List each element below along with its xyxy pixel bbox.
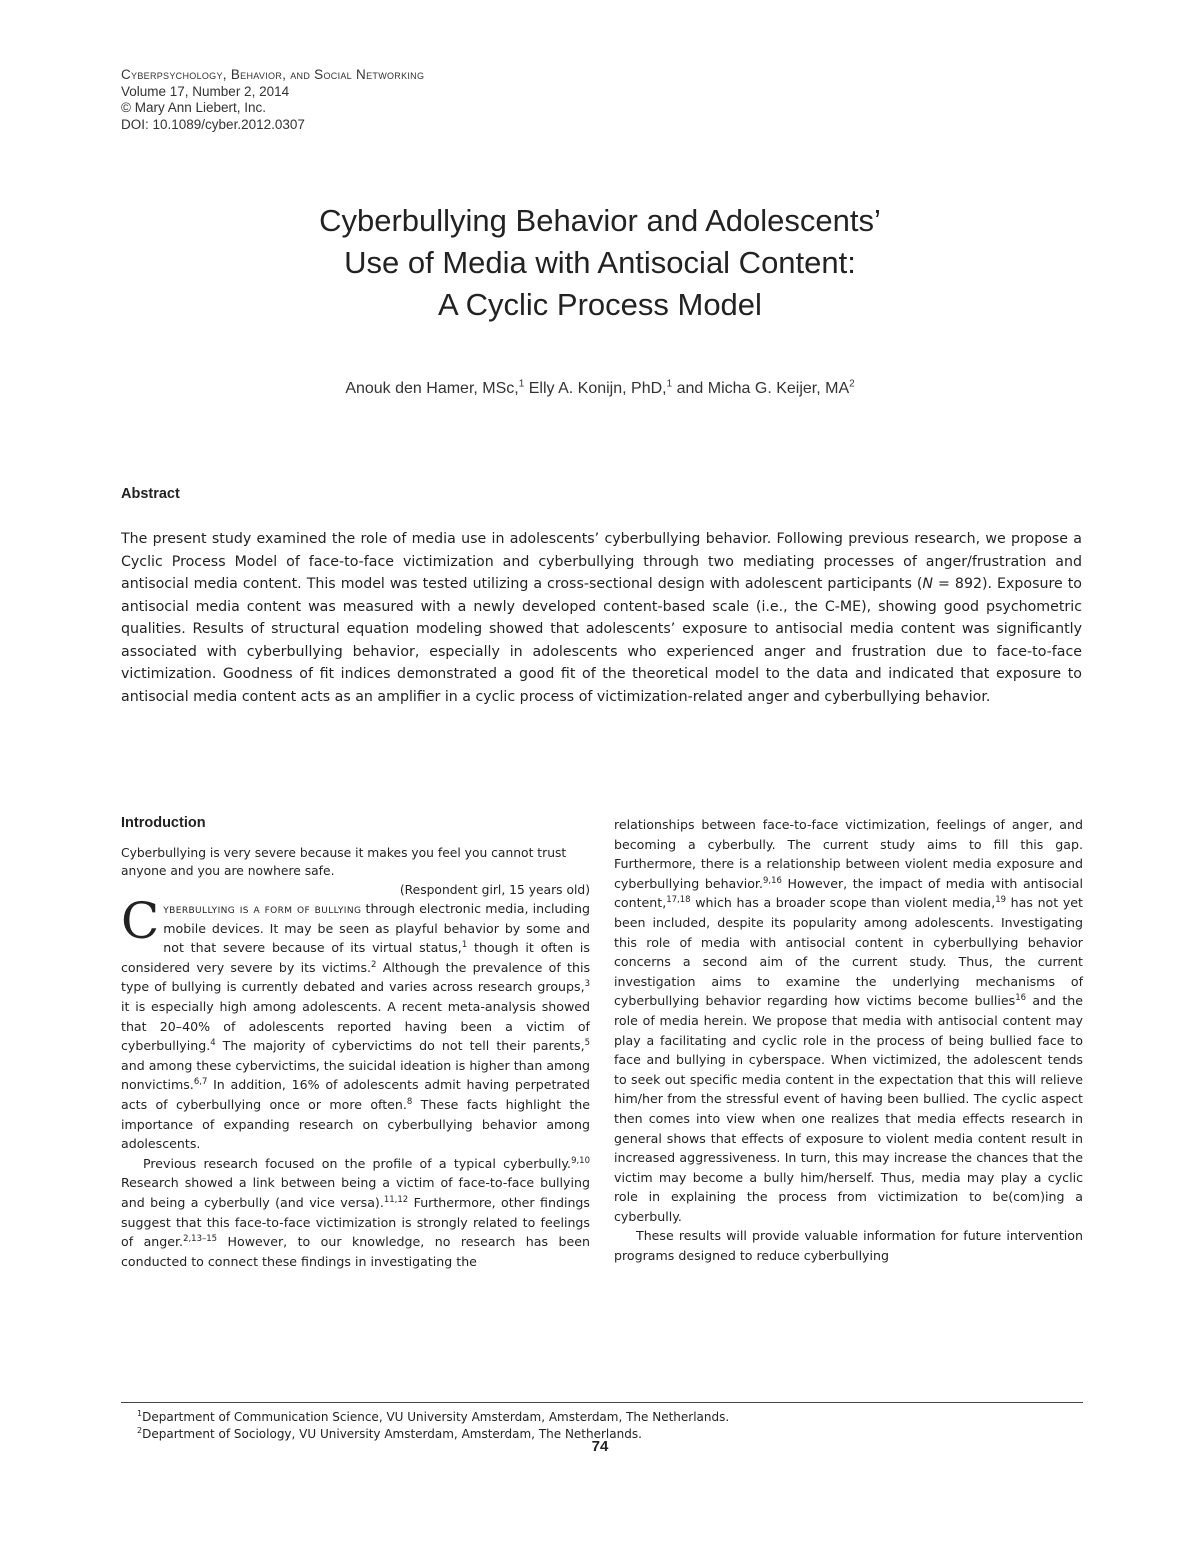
author-name: and Micha G. Keijer, MA [672, 380, 850, 397]
title-line: Cyberbullying Behavior and Adolescents’ [319, 203, 881, 238]
paragraph-text: relationships between face-to-face victimization, feelings of anger, and becoming a cyberbully. The current study aims to fill this gap. Furthermore, there is a relationship between violent media exposure and cyberbullying behavior. [614, 817, 1083, 891]
citation-marker: 8 [406, 1096, 413, 1107]
abstract-heading: Abstract [121, 486, 180, 502]
paragraph-text: The majority of cybervictims do not tell their parents, [215, 1038, 585, 1054]
citation-marker: 11,12 [383, 1194, 409, 1205]
lead-in-smallcaps: yberbullying is a form of bullying [163, 901, 362, 917]
journal-name: Cyberpsychology, Behavior, and Social Networking [121, 67, 425, 82]
abstract-body [121, 528, 1082, 708]
affiliation-marker: 1 [666, 378, 673, 390]
paragraph-text: through electronic media, including mobile devices. It may be seen as playful behavior by some and not that severe because of its virtual status, [163, 901, 590, 956]
paragraph-text: However, the impact of media with antisocial content, [614, 875, 1083, 911]
right-column [614, 815, 1083, 1266]
paragraph-text: Previous research focused on the profile of a typical cyberbully. [143, 1155, 572, 1171]
paragraph-text: and among these cybervictims, the suicidal ideation is higher than among nonvictims. [121, 1057, 590, 1093]
citation-marker: 6,7 [193, 1077, 208, 1088]
citation-marker: 1 [461, 940, 468, 951]
footnote-marker: 1 [137, 1409, 143, 1418]
affiliation-marker: 2 [849, 378, 855, 390]
citation-marker: 9,10 [571, 1155, 590, 1166]
author-list [150, 380, 1050, 398]
paragraph [614, 815, 1083, 1226]
left-column [121, 812, 590, 1271]
author-name: Anouk den Hamer, MSc, [345, 380, 519, 397]
journal-copyright: © Mary Ann Liebert, Inc. [121, 100, 267, 115]
epigraph-quote: Cyberbullying is very severe because it makes you feel you cannot trust anyone and you are nowhere safe. [121, 845, 567, 879]
citation-marker: 2 [371, 959, 377, 970]
drop-cap: C [121, 892, 160, 951]
title-line: Use of Media with Antisocial Content: [344, 245, 856, 280]
citation-marker: 9,16 [762, 875, 782, 886]
paragraph-text: though it often is considered very severe by its victims. [121, 940, 590, 975]
paragraph: These results will provide valuable information for future intervention programs designed to reduce cyberbullying [614, 1228, 1083, 1264]
footnote-text: Department of Sociology, VU University Amsterdam, Amsterdam, The Netherlands. [142, 1427, 642, 1441]
paragraph-text: and the role of media herein. We propose that media with antisocial content may play a facilitating and cyclic role in the process of being bullied face to face and bullying in cyberspace. When victimized, the adolescent tends to seek out specific media content in the expectation that this will relieve him/her from the stressful event of having been bullied. The cyclic aspect then comes into view when one realizes that media effects research in general shows that effects of exposure to violent media content result in increased aggressiveness. In turn, this may increase the chances that the victim may become a bully him/herself. Thus, media may play a cyclic role in explaining the process from victimization to be(com)ing a cyberbully. [614, 993, 1084, 1224]
affiliation-marker: 1 [518, 378, 525, 390]
citation-marker: 5 [584, 1038, 590, 1049]
abstract-n-symbol: N [922, 576, 934, 592]
citation-marker: 3 [584, 979, 590, 990]
footnote-marker: 2 [137, 1426, 143, 1435]
author-name: Elly A. Konijn, PhD, [524, 380, 667, 397]
citation-marker: 16 [1015, 993, 1027, 1004]
abstract-text: = 892). Exposure to antisocial media content was measured with a newly developed content-based scale (i.e., the C-ME), showing good psychometric qualities. Results of structural equation modeling showed that adolescents’ exposure to antisocial media content was significantly associated with cyberbullying behavior, especially in adolescents who experienced anger and frustration due to face-to-face victimization. Goodness of fit indices demonstrated a good fit of the theoretical model to the data and indicated that exposure to antisocial media content acts as an amplifier in a cyclic process of victimization-related anger and cyberbullying behavior. [121, 576, 1082, 705]
title-line: A Cyclic Process Model [438, 287, 762, 322]
paragraph-text: which has a broader scope than violent media, [690, 895, 996, 911]
footnote-text: Department of Communication Science, VU University Amsterdam, Amsterdam, The Netherlands. [142, 1410, 730, 1424]
paragraph-text: it is especially high among adolescents. A recent meta-analysis showed that 20–40% of adolescents reported having been a victim of cyberbullying. [121, 999, 590, 1054]
paragraph-text: Research showed a link between being a victim of face-to-face bullying and being a cyberbully (and vice versa). [121, 1175, 590, 1210]
journal-doi: DOI: 10.1089/cyber.2012.0307 [121, 116, 305, 132]
paragraph-text: In addition, 16% of adolescents admit having perpetrated acts of cyberbullying once or more often. [121, 1077, 590, 1113]
citation-marker: 2,13–15 [183, 1234, 218, 1244]
paragraph-text: Furthermore, other findings suggest that this face-to-face victimization is strongly related to feelings of anger. [121, 1195, 590, 1250]
paragraph [121, 892, 591, 1154]
epigraph-attribution: (Respondent girl, 15 years old) [399, 882, 590, 897]
paragraph-text: However, to our knowledge, no research has been conducted to connect these findings in investigating the [121, 1234, 590, 1269]
footnote [137, 1409, 729, 1426]
paragraph [121, 1154, 590, 1272]
citation-marker: 17,18 [666, 895, 691, 906]
article-title [150, 200, 1050, 326]
journal-volume: Volume 17, Number 2, 2014 [121, 83, 290, 99]
page-number: 74 [591, 1438, 609, 1455]
footnote-divider [121, 1402, 1083, 1403]
citation-marker: 19 [995, 895, 1007, 906]
paragraph-text: has not yet been included, despite its popularity among adolescents. Investigating this role of media with antisocial content in cyberbullying behavior concerns a second aim of the current study. Thus, the current investigation aims to examine the underlying mechanisms of cyberbullying behavior regarding how victims become bullies [614, 895, 1083, 1009]
paragraph-text: Although the prevalence of this type of bullying is currently debated and varies across research groups, [121, 959, 591, 995]
paragraph-text: These facts highlight the importance of expanding research on cyberbullying behavior among adolescents. [121, 1097, 591, 1152]
journal-header [121, 67, 424, 133]
abstract-text: The present study examined the role of media use in adolescents’ cyberbullying behavior. Following previous research, we propose a Cyclic Process Model of face-to-face victimization and cyberbullying through two mediating processes of anger/frustration and antisocial media content. This model was tested utilizing a cross-sectional design with adolescent participants ( [121, 531, 1082, 592]
citation-marker: 4 [210, 1038, 216, 1049]
introduction-heading: Introduction [121, 815, 206, 831]
